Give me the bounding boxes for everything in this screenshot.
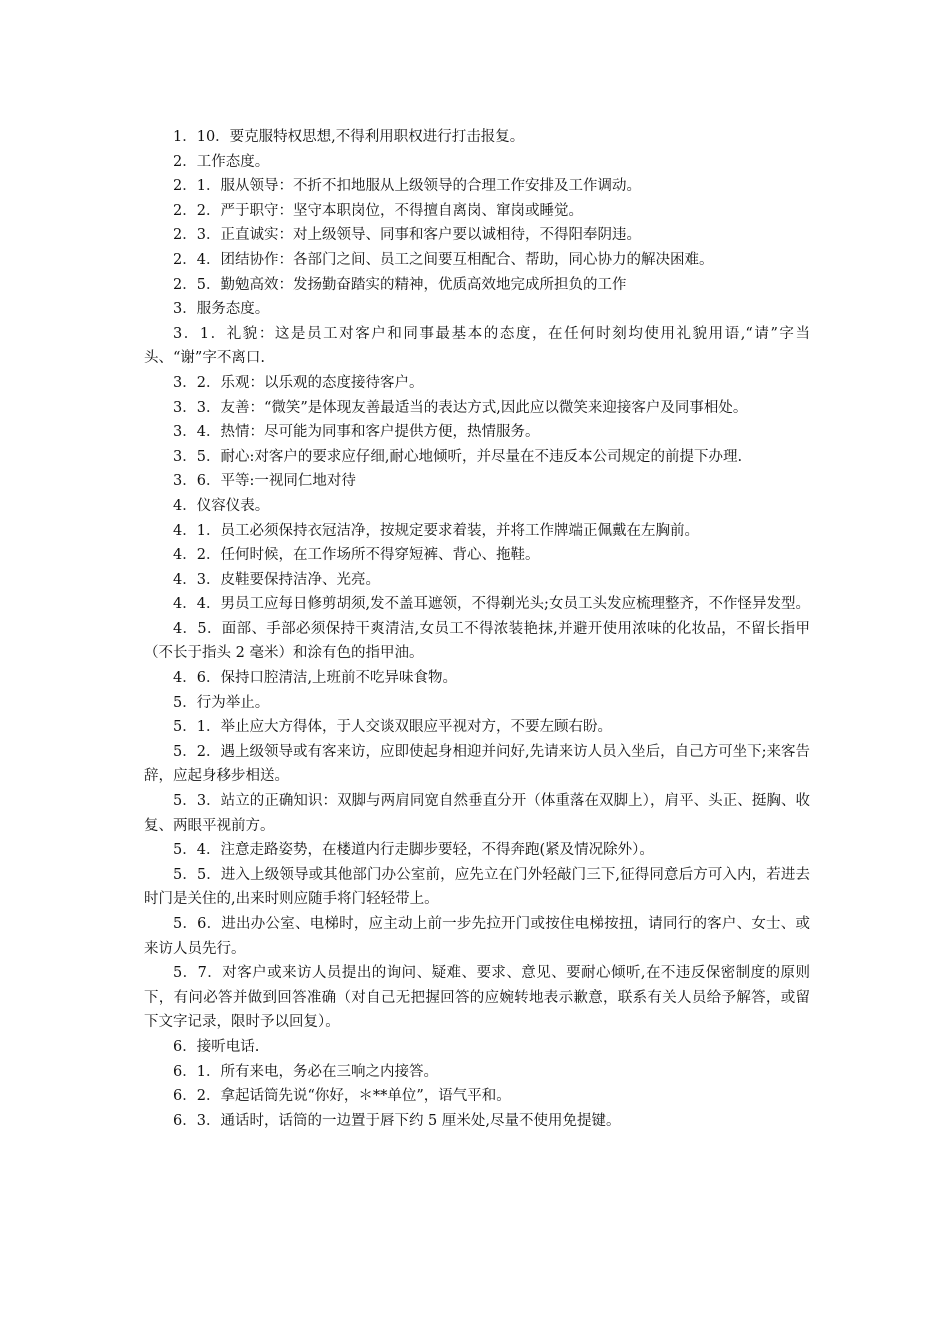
heading-appearance: 4．仪容仪表。 [173, 497, 270, 514]
paragraph-5-1: 5．1．举止应大方得体，于人交谈双眼应平视对方，不要左顾右盼。 [173, 719, 612, 736]
paragraph-5-3: 5．3．站立的正确知识：双脚与两肩同宽自然垂直分开（体重落在双脚上），肩平、头正、挺胸、收复、两眼平视前方。 [144, 793, 810, 834]
paragraph-2-2: 2．2．严于职守：坚守本职岗位，不得擅自离岗、窜岗或睡觉。 [173, 202, 583, 219]
paragraph-5-2: 5．2．遇上级领导或有客来访，应即使起身相迎并问好,先请来访人员入坐后，自己方可坐下;来客告辞，应起身移步相送。 [144, 743, 810, 785]
heading-behavior: 5．行为举止。 [173, 694, 270, 711]
paragraph-3-4: 3．4．热情：尽可能为同事和客户提供方便，热情服务。 [173, 424, 540, 441]
paragraph-5-7: 5．7．对客户或来访人员提出的询问、疑难、要求、意见、要耐心倾听,在不违反保密制度的原则下，有问必答并做到回答准确（对自己无把握回答的应婉转地表示歉意，联系有关人员给予解答，或留下文字记录，限时予以回复）。 [144, 965, 810, 1031]
paragraph-4-1: 4．1．员工必须保持衣冠洁净，按规定要求着装，并将工作牌端正佩戴在左胸前。 [173, 522, 699, 539]
paragraph-2-3: 2．3．正直诚实：对上级领导、同事和客户要以诚相待，不得阳奉阴违。 [173, 227, 641, 244]
heading-phone: 6．接听电话. [173, 1038, 260, 1055]
paragraph-6-1: 6．1．所有来电，务必在三响之内接答。 [173, 1063, 438, 1080]
paragraph-3-1: 3．1．礼貌：这是员工对客户和同事最基本的态度，在任何时刻均使用礼貌用语,“请”字当头、“谢”字不离口. [144, 325, 810, 367]
paragraph-6-3: 6．3．通话时，话筒的一边置于唇下约 5 厘米处,尽量不使用免提键。 [173, 1112, 621, 1129]
paragraph-3-2: 3．2．乐观：以乐观的态度接待客户。 [173, 374, 424, 391]
paragraph-4-2: 4．2．任何时候，在工作场所不得穿短裤、背心、拖鞋。 [173, 547, 540, 564]
paragraph-1-10: 1．10．要克服特权思想,不得利用职权进行打击报复。 [173, 129, 525, 145]
paragraph-2-5: 2．5．勤勉高效：发扬勤奋踏实的精神，优质高效地完成所担负的工作 [173, 276, 627, 293]
paragraph-2-4: 2．4．团结协作：各部门之间、员工之间要互相配合、帮助，同心协力的解决困难。 [173, 251, 714, 268]
paragraph-4-6: 4．6．保持口腔清洁,上班前不吃异味食物。 [173, 670, 458, 687]
paragraph-3-3: 3．3．友善：“微笑”是体现友善最适当的表达方式,因此应以微笑来迎接客户及同事相处。 [173, 399, 748, 416]
paragraph-4-5: 4．5．面部、手部必须保持干爽清洁,女员工不得浓装艳抹,并避开使用浓味的化妆品，不留长指甲（不长于指头 2 毫米）和涂有色的指甲油。 [144, 620, 810, 662]
paragraph-5-4: 5．4．注意走路姿势，在楼道内行走脚步要轻，不得奔跑(紧及情况除外）。 [173, 842, 654, 859]
document-body [144, 125, 810, 1133]
heading-work-attitude: 2．工作态度。 [173, 153, 270, 170]
paragraph-5-6: 5．6．进出办公室、电梯时，应主动上前一步先拉开门或按住电梯按扭，请同行的客户、女士、或来访人员先行。 [144, 916, 810, 957]
paragraph-5-5: 5．5．进入上级领导或其他部门办公室前，应先立在门外轻敲门三下,征得同意后方可入内，若进去时门是关住的,出来时则应随手将门轻轻带上。 [144, 866, 810, 908]
heading-service-attitude: 3．服务态度。 [173, 301, 270, 318]
paragraph-4-3: 4．3．皮鞋要保持洁净、光亮。 [173, 571, 380, 588]
paragraph-3-6: 3．6．平等:一视同仁地对待 [173, 473, 356, 490]
paragraph-2-1: 2．1．服从领导：不折不扣地服从上级领导的合理工作安排及工作调动。 [173, 178, 641, 195]
paragraph-4-4: 4．4．男员工应每日修剪胡须,发不盖耳遮领，不得剃光头;女员工头发应梳理整齐，不作怪异发型。 [173, 596, 810, 613]
paragraph-6-2: 6．2．拿起话筒先说“你好，＊**单位”，语气平和。 [173, 1088, 511, 1105]
paragraph-3-5: 3．5．耐心:对客户的要求应仔细,耐心地倾听，并尽量在不违反本公司规定的前提下办理. [173, 448, 743, 465]
